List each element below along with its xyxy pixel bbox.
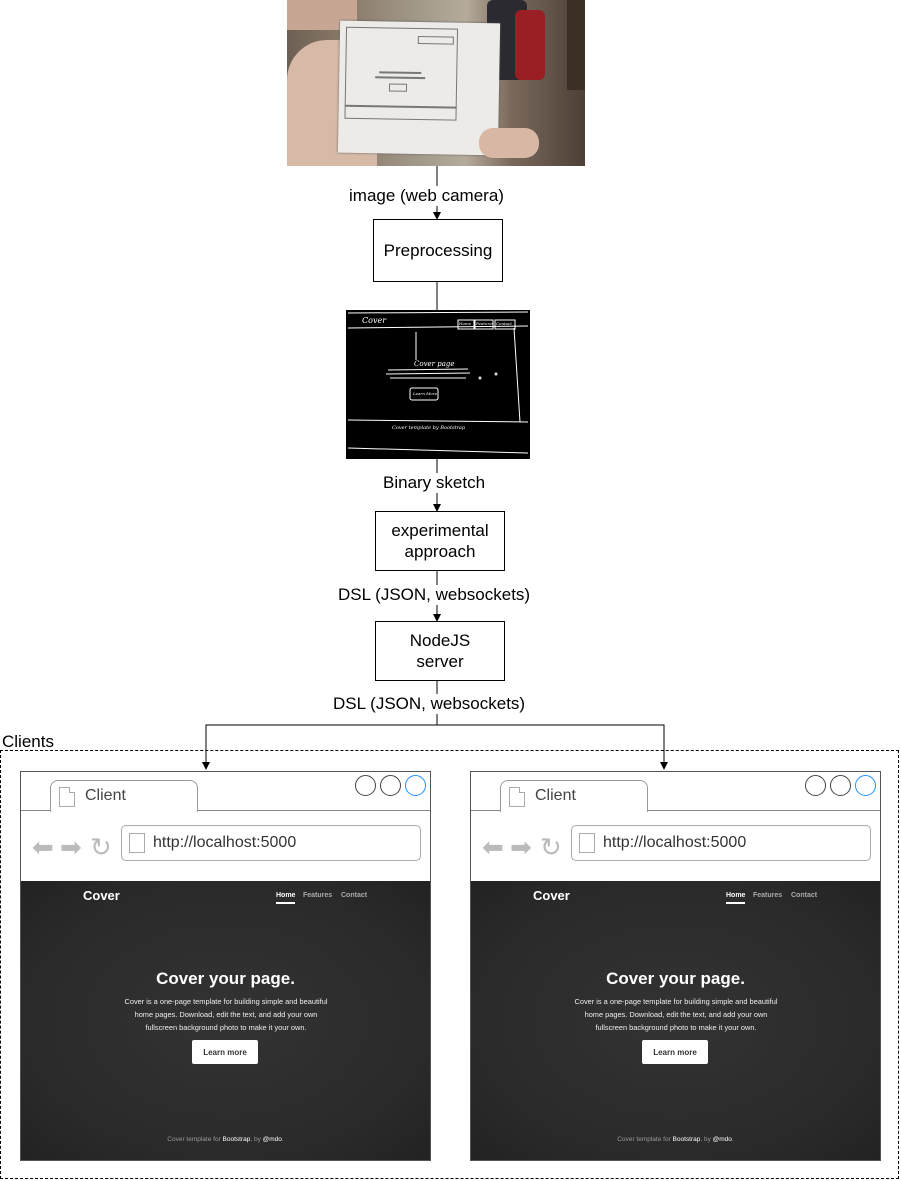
window-circle-button[interactable] [830, 775, 851, 796]
paper-sketch [338, 21, 500, 156]
nav-home[interactable]: Home [276, 892, 295, 904]
cover-page [471, 881, 880, 1160]
address-bar[interactable] [571, 825, 871, 861]
cover-heading: Cover your page. [156, 969, 295, 988]
footer-bootstrap-link[interactable]: Bootstrap [672, 1136, 701, 1143]
browser-tab[interactable] [500, 780, 648, 812]
forward-arrow-icon[interactable]: ➡ [510, 832, 532, 862]
back-arrow-icon[interactable]: ⬅ [482, 832, 504, 862]
binary-sketch-lines [346, 310, 530, 459]
cover-heading: Cover your page. [606, 969, 745, 988]
sketch-footer: Cover template by Bootstrap [392, 425, 466, 431]
dsl-label-2: DSL (JSON, websockets) [333, 694, 526, 713]
sketch-nav-home: Home [459, 321, 472, 326]
window-circle-button[interactable] [805, 775, 826, 796]
sketch-brand: Cover [362, 316, 387, 325]
sketch-nav [418, 36, 454, 45]
address-url: http://localhost:5000 [603, 834, 747, 851]
footer-mdo-link[interactable]: @mdo [712, 1136, 732, 1143]
tab-bar [21, 772, 430, 811]
page-icon [509, 787, 525, 807]
nav-contact[interactable]: Contact [791, 892, 818, 899]
tab-bar [471, 772, 880, 811]
browser-tab[interactable] [50, 780, 198, 812]
address-bar[interactable] [121, 825, 421, 861]
nav-features[interactable]: Features [303, 892, 333, 899]
browser-navbar [471, 810, 880, 881]
window-circle-button[interactable] [355, 775, 376, 796]
window-circle-button[interactable] [380, 775, 401, 796]
dsl-label-1: DSL (JSON, websockets) [338, 585, 531, 604]
sketch-button [389, 83, 407, 91]
cover-footer [21, 1136, 430, 1143]
clients-title: Clients [2, 732, 54, 751]
learn-more-button[interactable]: Learn more [192, 1040, 258, 1064]
footer-text: . [731, 1136, 734, 1143]
cover-brand[interactable]: Cover [83, 888, 120, 903]
experimental-approach-box: experimental approach [375, 511, 505, 571]
sketch-button-text: Learn More [413, 391, 437, 396]
background-jacket-red [515, 10, 545, 80]
footer-text: , by [700, 1136, 713, 1143]
background-door-frame [567, 0, 585, 90]
nav-features[interactable]: Features [753, 892, 783, 899]
footer-text: , by [250, 1136, 263, 1143]
client-window-1 [20, 771, 431, 1161]
window-circle-button-active[interactable] [405, 775, 426, 796]
browser-navbar [21, 810, 430, 881]
learn-more-button[interactable]: Learn more [642, 1040, 708, 1064]
cover-lead: Cover is a one-page template for building simple and beautiful home pages. Download, edit the text, and add your own fullscreen background photo to make it your own. [574, 997, 778, 1032]
webcam-photo [287, 0, 585, 166]
page-icon [59, 787, 75, 807]
address-url: http://localhost:5000 [153, 834, 297, 851]
nav-home[interactable]: Home [726, 892, 745, 904]
person-hand [479, 128, 539, 158]
nav-contact[interactable]: Contact [341, 892, 368, 899]
tab-title: Client [85, 787, 126, 804]
binary-sketch-image [346, 310, 530, 459]
cover-footer [471, 1136, 880, 1143]
forward-arrow-icon[interactable]: ➡ [60, 832, 82, 862]
sketch-nav-features: Features [476, 321, 494, 326]
back-arrow-icon[interactable]: ⬅ [32, 832, 54, 862]
reload-icon[interactable]: ↻ [90, 832, 112, 862]
photo-label: image (web camera) [349, 186, 504, 205]
sketch-nav-contact: Contact [496, 321, 512, 326]
footer-bootstrap-link[interactable]: Bootstrap [222, 1136, 251, 1143]
preprocessing-box: Preprocessing [373, 219, 503, 282]
client-window-2 [470, 771, 881, 1161]
window-circle-button-active[interactable] [855, 775, 876, 796]
footer-text: . [281, 1136, 284, 1143]
cover-lead: Cover is a one-page template for building simple and beautiful home pages. Download, edit the text, and add your own fullscreen background photo to make it your own. [124, 997, 328, 1032]
footer-text: Cover template for [617, 1136, 673, 1143]
nodejs-server-box: NodeJS server [375, 621, 505, 681]
footer-mdo-link[interactable]: @mdo [262, 1136, 282, 1143]
footer-text: Cover template for [167, 1136, 223, 1143]
cover-page [21, 881, 430, 1160]
binary-label: Binary sketch [383, 473, 486, 492]
document-icon [129, 833, 145, 853]
sketch-heading: Cover page [414, 360, 455, 368]
document-icon [579, 833, 595, 853]
cover-brand[interactable]: Cover [533, 888, 570, 903]
reload-icon[interactable]: ↻ [540, 832, 562, 862]
tab-title: Client [535, 787, 576, 804]
